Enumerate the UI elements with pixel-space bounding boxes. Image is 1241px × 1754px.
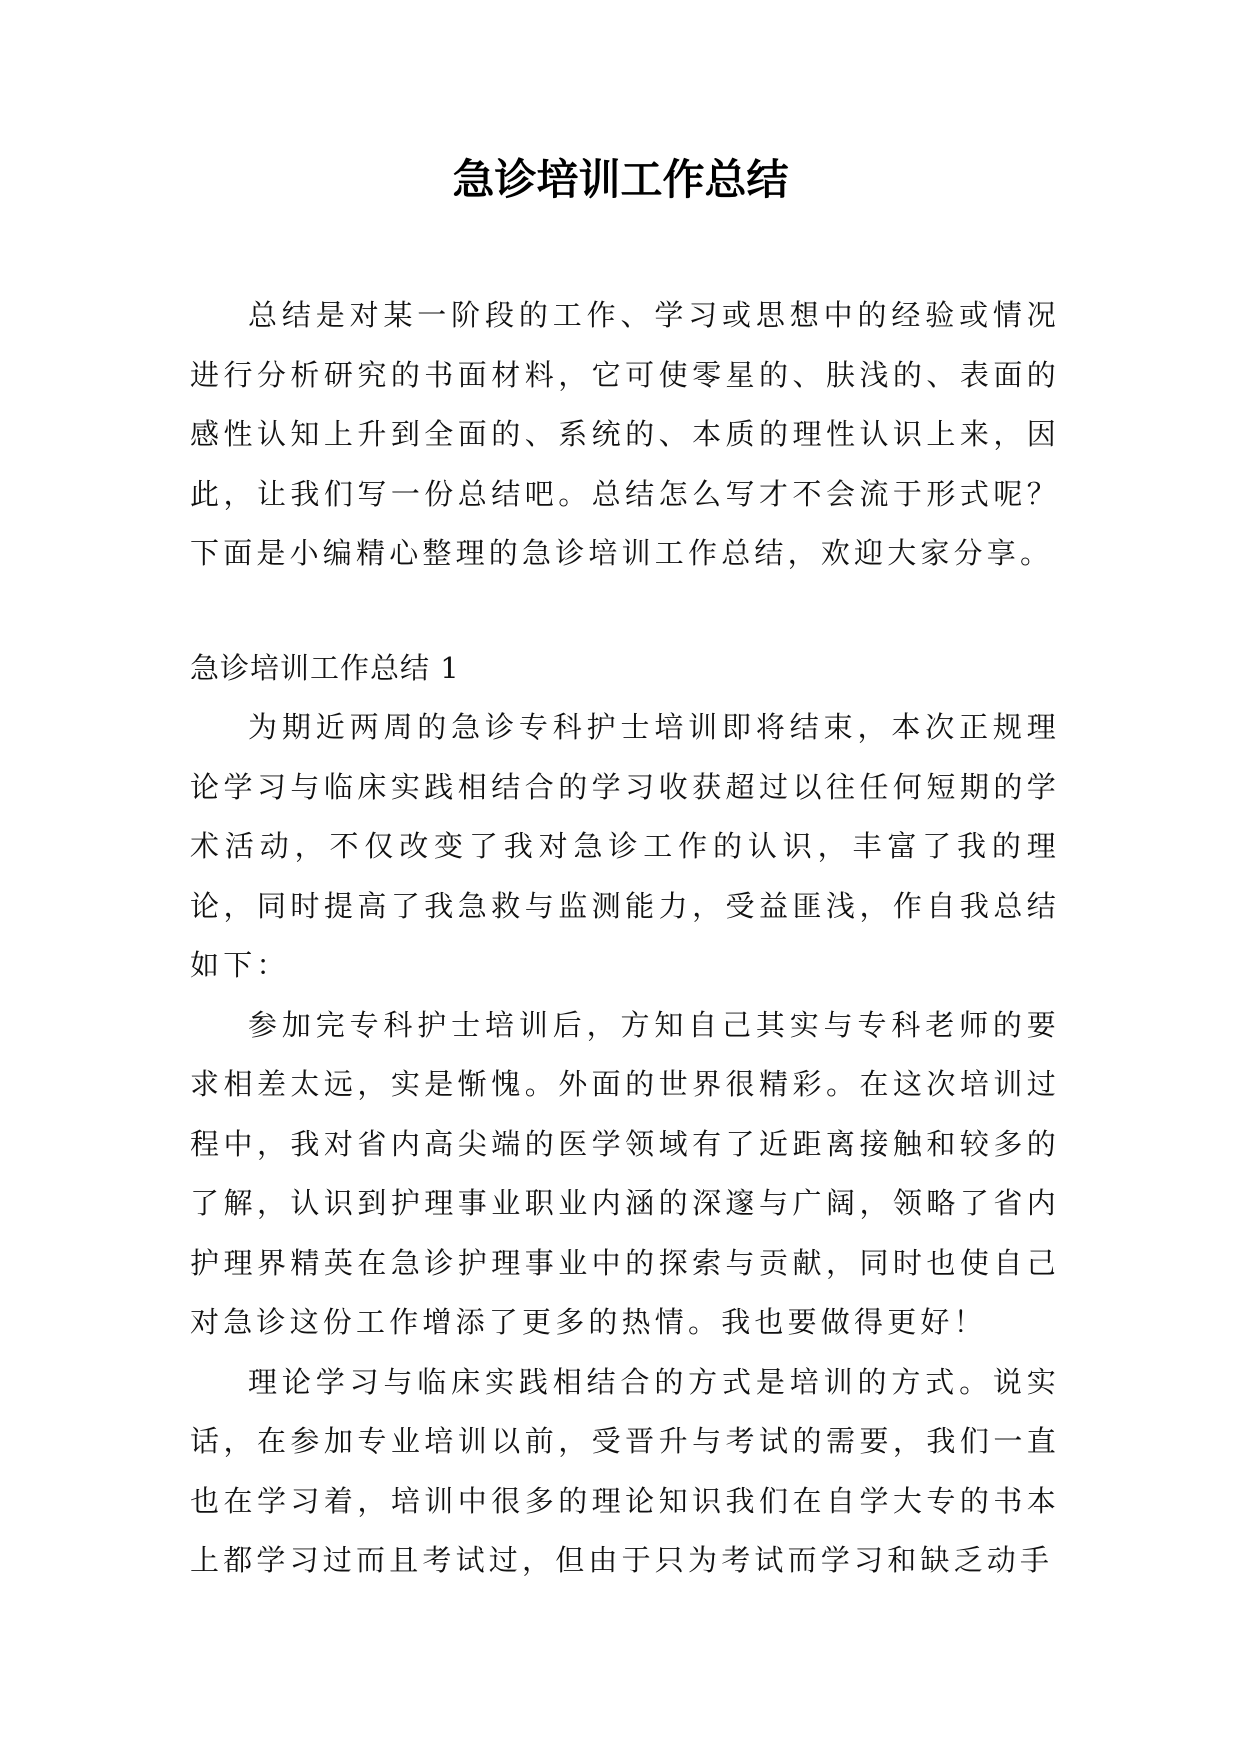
intro-paragraph: 总结是对某一阶段的工作、学习或思想中的经验或情况进行分析研究的书面材料，它可使零星的、肤浅的、表面的感性认知上升到全面的、系统的、本质的理性认识上来，因此，让我们写一份总结吧。总结怎么写才不会流于形式呢？下面是小编精心整理的急诊培训工作总结，欢迎大家分享。 — [190, 298, 1060, 570]
body-paragraph: 参加完专科护士培训后，方知自己其实与专科老师的要求相差太远，实是惭愧。外面的世界很精彩。在这次培训过程中，我对省内高尖端的医学领域有了近距离接触和较多的了解，认识到护理事业职业内涵的深邃与广阔，领略了省内护理界精英在急诊护理事业中的探索与贡献，同时也使自己对急诊这份工作增添了更多的热情。我也要做得更好！ — [190, 1007, 1060, 1339]
section-heading: 急诊培训工作总结 1 — [190, 650, 460, 685]
document-title: 急诊培训工作总结 — [452, 155, 789, 204]
body-paragraph: 为期近两周的急诊专科护士培训即将结束，本次正规理论学习与临床实践相结合的学习收获超过以往任何短期的学术活动，不仅改变了我对急诊工作的认识，丰富了我的理论，同时提高了我急救与监测能力，受益匪浅，作自我总结如下： — [190, 710, 1060, 982]
document-body — [190, 286, 1060, 1591]
body-paragraph: 理论学习与临床实践相结合的方式是培训的方式。说实话，在参加专业培训以前，受晋升与考试的需要，我们一直也在学习着，培训中很多的理论知识我们在自学大专的书本上都学习过而且考试过，但由于只为考试而学习和缺乏动手 — [190, 1364, 1060, 1577]
